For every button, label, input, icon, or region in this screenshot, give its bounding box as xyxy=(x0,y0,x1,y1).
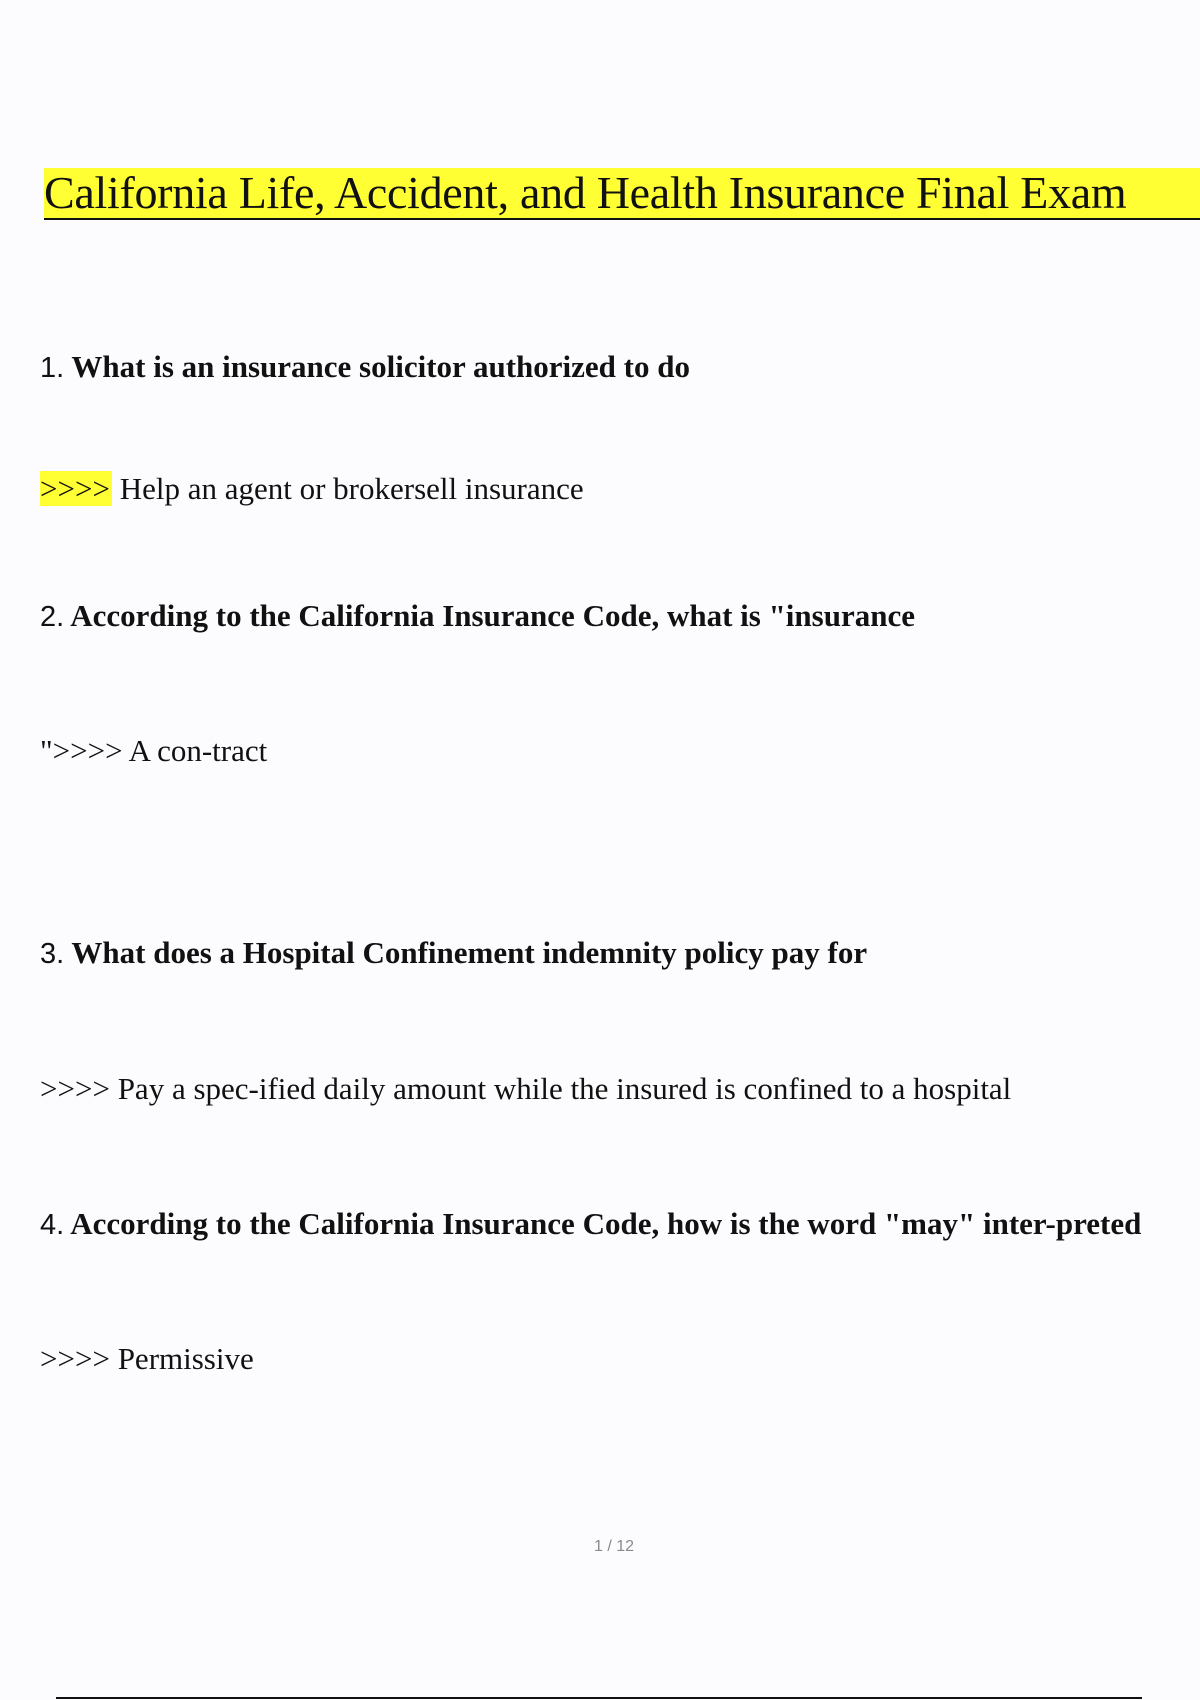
answer-marker: >>>> xyxy=(40,1341,110,1376)
bottom-divider xyxy=(56,1697,1142,1699)
answer-marker: >>>> xyxy=(40,1071,110,1106)
document-title: California Life, Accident, and Health Insurance Final Exam xyxy=(44,168,1200,220)
question-number: 1. xyxy=(40,352,65,384)
page-indicator: 1 / 12 xyxy=(593,1538,635,1555)
answer-text: A con-tract xyxy=(128,733,268,768)
question-text: What does a Hospital Confinement indemnity policy pay for xyxy=(71,935,868,970)
question-3 xyxy=(40,934,867,973)
question-2 xyxy=(40,597,915,636)
answer-marker: ">>>> xyxy=(40,733,123,768)
question-1 xyxy=(40,348,690,387)
answer-marker: >>>> xyxy=(40,471,110,506)
question-text: According to the California Insurance Code, what is "insurance xyxy=(70,598,915,633)
answer-3 xyxy=(40,1070,1011,1108)
answer-text: Help an agent or brokersell insurance xyxy=(119,471,584,506)
question-number: 4. xyxy=(40,1209,65,1241)
question-number: 3. xyxy=(40,938,65,970)
question-4 xyxy=(40,1205,1141,1244)
answer-2 xyxy=(40,732,267,770)
answer-1 xyxy=(40,470,584,508)
answer-text: Permissive xyxy=(117,1341,254,1376)
answer-text: Pay a spec-ified daily amount while the insured is confined to a hospital xyxy=(117,1071,1012,1106)
question-text: According to the California Insurance Code, how is the word "may" inter-preted xyxy=(70,1206,1142,1241)
question-text: What is an insurance solicitor authorized to do xyxy=(71,349,690,384)
answer-4 xyxy=(40,1340,254,1378)
question-number: 2. xyxy=(40,601,65,633)
